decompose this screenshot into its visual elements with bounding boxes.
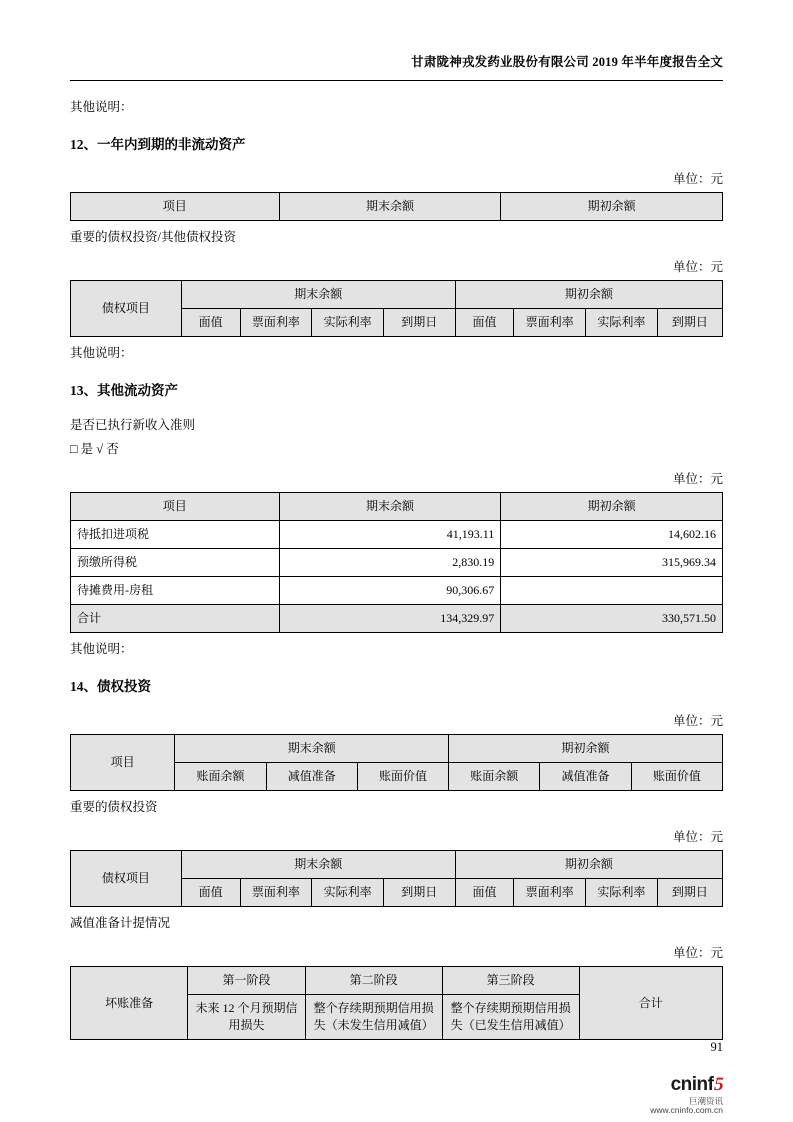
- table-row: [71, 735, 723, 763]
- group-header-begin-balance: 期初余额: [455, 281, 722, 309]
- group-header-begin-balance: 期初余额: [455, 851, 722, 879]
- table-row: [71, 193, 723, 221]
- unit-label-14-1: 单位：元: [672, 714, 723, 728]
- sub-header-effective-rate-end: 实际利率: [312, 879, 384, 907]
- table-14-3: [70, 966, 723, 1040]
- col-header-stage-3: 第三阶段: [442, 967, 579, 995]
- subtitle-14: 重要的债权投资: [70, 800, 158, 814]
- sub-header-impairment-begin: 减值准备: [540, 763, 631, 791]
- other-note-12: 其他说明：: [70, 346, 133, 360]
- subtitle-14-2: 减值准备计提情况: [70, 916, 171, 930]
- sub-header-book-balance-begin: 账面余额: [449, 763, 540, 791]
- sub-header-maturity-end: 到期日: [383, 309, 455, 337]
- sub-header-stage-1-desc: 未来 12 个月预期信用损失: [188, 995, 305, 1040]
- sub-header-face-value-end: 面值: [181, 879, 240, 907]
- sub-header-book-balance-end: 账面余额: [175, 763, 266, 791]
- sub-header-effective-rate-begin: 实际利率: [586, 309, 658, 337]
- sub-header-stage-3-desc: 整个存续期预期信用损失（已发生信用减值）: [442, 995, 579, 1040]
- unit-label-14-2: 单位：元: [672, 830, 723, 844]
- table-row-total: [71, 605, 723, 633]
- col-header-begin-balance: 期初余额: [501, 493, 723, 521]
- page-body: [70, 81, 723, 1040]
- answer-options: □ 是 √ 否: [70, 442, 119, 456]
- subtitle-12: 重要的债权投资/其他债权投资: [70, 230, 236, 244]
- unit-label-12-2: 单位：元: [672, 260, 723, 274]
- row-value-begin: 315,969.34: [501, 549, 723, 577]
- sub-header-coupon-rate-end: 票面利率: [240, 879, 312, 907]
- row-value-end: 41,193.11: [279, 521, 501, 549]
- sub-header-face-value-end: 面值: [181, 309, 240, 337]
- logo-subtitle: 巨潮资讯: [688, 1095, 723, 1106]
- sub-header-maturity-begin: 到期日: [657, 309, 722, 337]
- sub-header-effective-rate-end: 实际利率: [312, 309, 384, 337]
- unit-label-13: 单位：元: [672, 472, 723, 486]
- sub-header-stage-2-desc: 整个存续期预期信用损失（未发生信用减值）: [305, 995, 442, 1040]
- table-row: [71, 493, 723, 521]
- group-header-end-balance: 期末余额: [175, 735, 449, 763]
- table-14-2: [70, 850, 723, 907]
- section-title-14: 14、债权投资: [70, 679, 151, 694]
- row-label: 待抵扣进项税: [71, 521, 280, 549]
- group-header-end-balance: 期末余额: [181, 851, 455, 879]
- col-header-item: 项目: [71, 493, 280, 521]
- row-value-begin: 14,602.16: [501, 521, 723, 549]
- unit-label-14-3: 单位：元: [672, 946, 723, 960]
- unit-label-12-1: 单位：元: [672, 172, 723, 186]
- other-note-13: 其他说明：: [70, 642, 133, 656]
- total-value-begin: 330,571.50: [501, 605, 723, 633]
- group-header-end-balance: 期末余额: [181, 281, 455, 309]
- total-label: 合计: [71, 605, 280, 633]
- group-header-begin-balance: 期初余额: [449, 735, 723, 763]
- row-value-end: 2,830.19: [279, 549, 501, 577]
- table-row: [71, 281, 723, 309]
- col-header-bad-debt-provision: 坏账准备: [71, 967, 188, 1040]
- table-row: [71, 549, 723, 577]
- col-header-total: 合计: [579, 967, 722, 1040]
- question-new-revenue-standard: 是否已执行新收入准则: [70, 418, 196, 432]
- header-title: 甘肃陇神戎发药业股份有限公司 2019 年半年度报告全文: [411, 55, 723, 69]
- table-13: [70, 492, 723, 633]
- col-header-begin-balance: 期初余额: [501, 193, 723, 221]
- table-14-1: [70, 734, 723, 791]
- other-note-top: 其他说明：: [70, 100, 133, 114]
- sub-header-coupon-rate-begin: 票面利率: [514, 309, 586, 337]
- sub-header-maturity-end: 到期日: [383, 879, 455, 907]
- col-header-item: 项目: [71, 193, 280, 221]
- footer-logo: [650, 1074, 726, 1116]
- col-header-item: 项目: [71, 735, 175, 791]
- sub-header-face-value-begin: 面值: [455, 879, 514, 907]
- row-label: 预缴所得税: [71, 549, 280, 577]
- col-header-stage-1: 第一阶段: [188, 967, 305, 995]
- section-title-13: 13、其他流动资产: [70, 383, 178, 398]
- row-label: 待摊费用-房租: [71, 577, 280, 605]
- col-header-debt-item: 债权项目: [71, 851, 182, 907]
- sub-header-impairment-end: 减值准备: [266, 763, 357, 791]
- sub-header-face-value-begin: 面值: [455, 309, 514, 337]
- table-row: [71, 851, 723, 879]
- col-header-end-balance: 期末余额: [279, 493, 501, 521]
- row-value-end: 90,306.67: [279, 577, 501, 605]
- sub-header-coupon-rate-end: 票面利率: [240, 309, 312, 337]
- logo-text: cninf: [670, 1074, 714, 1095]
- table-12-1: [70, 192, 723, 221]
- logo-url: www.cninfo.com.cn: [650, 1105, 723, 1116]
- sub-header-book-value-begin: 账面价值: [631, 763, 722, 791]
- sub-header-effective-rate-begin: 实际利率: [586, 879, 658, 907]
- row-value-begin: [501, 577, 723, 605]
- page-number: 91: [710, 1040, 723, 1054]
- sub-header-book-value-end: 账面价值: [357, 763, 448, 791]
- sub-header-maturity-begin: 到期日: [657, 879, 722, 907]
- table-row: [71, 577, 723, 605]
- table-12-2: [70, 280, 723, 337]
- col-header-stage-2: 第二阶段: [305, 967, 442, 995]
- total-value-end: 134,329.97: [279, 605, 501, 633]
- col-header-debt-item: 债权项目: [71, 281, 182, 337]
- section-title-12: 12、一年内到期的非流动资产: [70, 137, 246, 152]
- sub-header-coupon-rate-begin: 票面利率: [514, 879, 586, 907]
- table-row: [71, 521, 723, 549]
- col-header-end-balance: 期末余额: [279, 193, 501, 221]
- page-header: [70, 0, 723, 70]
- logo-mark-icon: 5: [711, 1074, 726, 1095]
- table-row: [71, 967, 723, 995]
